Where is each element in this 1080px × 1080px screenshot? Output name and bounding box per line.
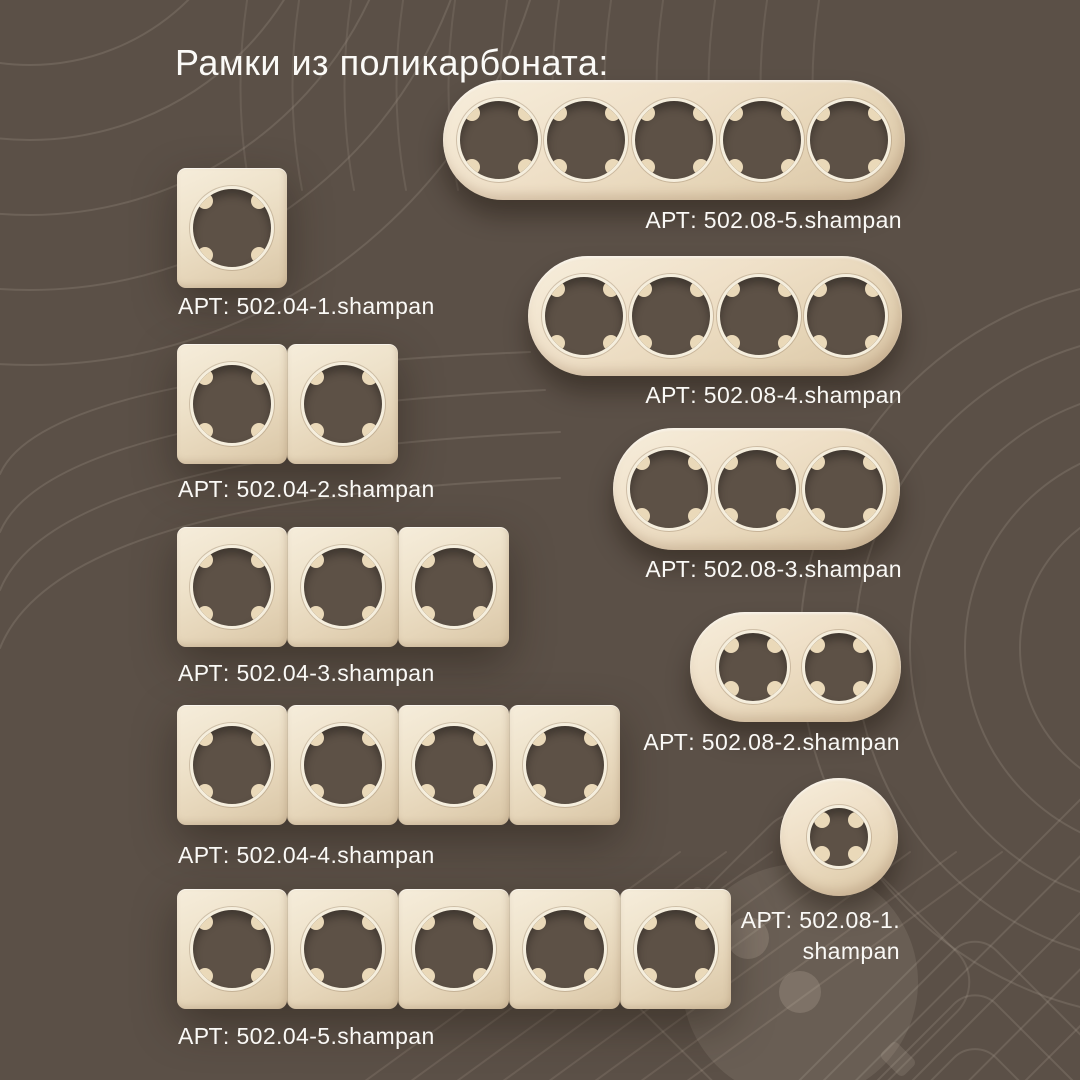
round-frame-1gang (780, 778, 898, 896)
mount-tabs (304, 726, 382, 804)
socket-hole (720, 98, 804, 182)
sku-label (741, 905, 900, 967)
frame-module (287, 705, 398, 825)
mount-tabs (193, 189, 271, 267)
frame-module (177, 344, 287, 464)
socket-hole (802, 447, 886, 531)
mount-tabs (193, 726, 271, 804)
square-frame-4gang (177, 705, 620, 825)
mount-tabs (304, 548, 382, 626)
mount-tabs (718, 450, 796, 528)
sku-label: АРТ: 502.08-5.shampan (645, 207, 902, 233)
mount-tabs (526, 726, 604, 804)
socket-hole (190, 186, 274, 270)
frame-module (398, 705, 509, 825)
socket-hole (301, 723, 385, 807)
socket-hole (807, 805, 871, 869)
socket-hole (457, 98, 541, 182)
mount-tabs (304, 910, 382, 988)
mount-tabs (637, 910, 715, 988)
frame-module (177, 168, 287, 288)
socket-hole (634, 907, 718, 991)
mount-tabs (723, 101, 801, 179)
frame-module (398, 889, 509, 1009)
mount-tabs (810, 101, 888, 179)
frame-module (620, 889, 731, 1009)
socket-hole (629, 274, 713, 358)
mount-tabs (719, 633, 787, 701)
mount-tabs (193, 910, 271, 988)
mount-tabs (193, 548, 271, 626)
sku-label: АРТ: 502.08-3.shampan (645, 556, 902, 582)
socket-hole (717, 274, 801, 358)
sku-label: АРТ: 502.04-2.shampan (178, 476, 435, 502)
sku-label: АРТ: 502.04-3.shampan (178, 660, 435, 686)
mount-tabs (805, 633, 873, 701)
mount-tabs (630, 450, 708, 528)
frame-module (287, 889, 398, 1009)
frame-module (177, 705, 287, 825)
socket-hole (301, 545, 385, 629)
mount-tabs (810, 808, 868, 866)
socket-hole (716, 630, 790, 704)
socket-hole (412, 907, 496, 991)
mount-tabs (526, 910, 604, 988)
frame-module (509, 705, 620, 825)
mount-tabs (635, 101, 713, 179)
socket-hole (804, 274, 888, 358)
mount-tabs (807, 277, 885, 355)
sku-line-1: АРТ: 502.08-1. (740, 907, 900, 933)
sku-line-2: shampan (802, 938, 900, 964)
mount-tabs (720, 277, 798, 355)
round-frame-5gang (443, 80, 905, 200)
mount-tabs (193, 365, 271, 443)
frame-module (177, 527, 287, 647)
mount-tabs (545, 277, 623, 355)
socket-hole (301, 907, 385, 991)
frame-module (287, 527, 398, 647)
mount-tabs (415, 910, 493, 988)
square-frame-2gang (177, 344, 398, 464)
sku-label: АРТ: 502.04-5.shampan (178, 1023, 435, 1049)
socket-hole (190, 545, 274, 629)
frame-module (177, 889, 287, 1009)
round-frame-3gang (613, 428, 900, 550)
square-frame-1gang (177, 168, 287, 288)
socket-hole (807, 98, 891, 182)
sku-label: АРТ: 502.08-2.shampan (643, 729, 900, 755)
socket-hole (523, 723, 607, 807)
mount-tabs (460, 101, 538, 179)
sku-label: АРТ: 502.04-4.shampan (178, 842, 435, 868)
square-frame-3gang (177, 527, 509, 647)
socket-hole (542, 274, 626, 358)
socket-hole (190, 362, 274, 446)
round-frame-2gang (690, 612, 901, 722)
mount-tabs (304, 365, 382, 443)
socket-hole (412, 723, 496, 807)
page-title: Рамки из поликарбоната: (175, 42, 609, 84)
socket-hole (632, 98, 716, 182)
socket-hole (802, 630, 876, 704)
socket-hole (301, 362, 385, 446)
socket-hole (627, 447, 711, 531)
sku-label: АРТ: 502.04-1.shampan (178, 293, 435, 319)
mount-tabs (415, 548, 493, 626)
frame-module (398, 527, 509, 647)
mount-tabs (805, 450, 883, 528)
socket-hole (190, 723, 274, 807)
frame-module (509, 889, 620, 1009)
sku-label: АРТ: 502.08-4.shampan (645, 382, 902, 408)
square-frame-5gang (177, 889, 731, 1009)
socket-hole (544, 98, 628, 182)
mount-tabs (415, 726, 493, 804)
socket-hole (523, 907, 607, 991)
mount-tabs (547, 101, 625, 179)
socket-hole (412, 545, 496, 629)
round-frame-4gang (528, 256, 902, 376)
socket-hole (190, 907, 274, 991)
socket-hole (715, 447, 799, 531)
mount-tabs (632, 277, 710, 355)
frame-module (287, 344, 398, 464)
